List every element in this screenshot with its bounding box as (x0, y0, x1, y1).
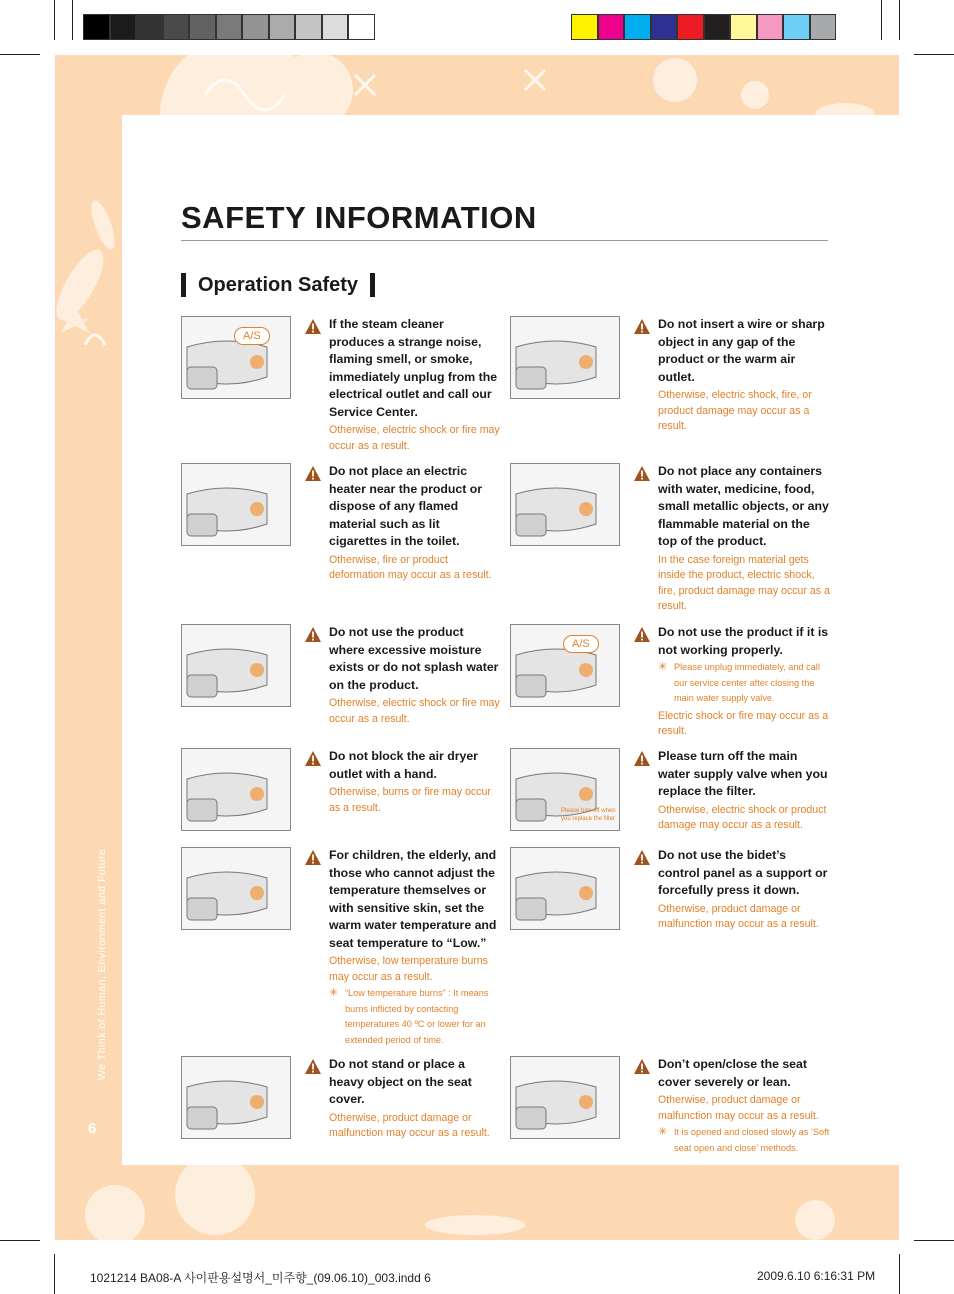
asterisk-icon: ✳ (329, 987, 339, 999)
color-swatch (348, 14, 375, 40)
footer-date: 2009.6.10 6:16:31 PM (757, 1269, 876, 1283)
item-heading: Please turn off the main water supply valve when you replace the filter. (658, 749, 828, 798)
illustration (181, 748, 291, 831)
item-heading: For children, the elderly, and those who cannot adjust the temperature themselves or with sensitive skin, set the warm water temperature and seat temperature to “Low.” (329, 848, 497, 950)
illustration (181, 316, 291, 399)
item-consequence: Otherwise, product damage or malfunction may occur as a result. (329, 1111, 490, 1139)
color-swatch (704, 14, 731, 40)
color-swatch (242, 14, 269, 40)
item-consequence: Otherwise, low temperature burns may occur as a result. (329, 955, 488, 983)
crop-mark (0, 54, 40, 55)
section-heading (181, 272, 375, 298)
color-swatch (216, 14, 243, 40)
item-consequence: Otherwise, product damage or malfunction may occur as a result. (658, 1094, 819, 1122)
color-swatch (810, 14, 837, 40)
crop-mark (914, 54, 954, 55)
asterisk-icon: ✳ (658, 1126, 668, 1138)
color-swatch (730, 14, 757, 40)
item-note (658, 1125, 830, 1156)
color-swatch (163, 14, 190, 40)
color-swatch (83, 14, 110, 40)
color-swatch (110, 14, 137, 40)
warning-triangle-icon (304, 750, 322, 767)
item-consequence: In the case foreign material gets inside the product, electric shock, fire, product damage may occur as a result. (658, 553, 830, 612)
item-heading: Do not place any containers with water, medicine, food, small metallic objects, or any flammable material on the top of the product. (658, 464, 829, 548)
process-color-bar (571, 14, 836, 40)
warning-triangle-icon (633, 626, 651, 643)
item-heading: Do not use the product where excessive moisture exists or do not splash water on the product. (329, 625, 499, 692)
item-text (658, 1056, 830, 1156)
item-text (658, 463, 830, 615)
item-note (658, 660, 830, 707)
warning-triangle-icon (304, 1058, 322, 1075)
item-consequence: Otherwise, product damage or malfunction may occur as a result. (658, 902, 819, 930)
section-title: Operation Safety (198, 273, 359, 296)
title-divider (181, 240, 828, 241)
item-consequence: Otherwise, electric shock, fire, or product damage may occur as a result. (658, 389, 812, 432)
note-text: “Low temperature burns” : It means burns inflicted by contacting temperatures 40 ºC or lower for an extended period of time. (345, 988, 489, 1045)
item-heading: Do not use the bidet’s control panel as a support or forcefully press it down. (658, 848, 828, 897)
warning-triangle-icon (633, 465, 651, 482)
item-heading: Do not insert a wire or sharp object in any gap of the product or the warm air outlet. (658, 317, 825, 384)
item-consequence: Otherwise, electric shock or product damage may occur as a result. (658, 803, 827, 831)
illustration (510, 847, 620, 930)
warning-triangle-icon (633, 1058, 651, 1075)
crop-mark (914, 1240, 954, 1241)
crop-mark (899, 0, 900, 40)
illustration (510, 748, 620, 831)
side-slogan: We Think of Human, Environment and Future (96, 848, 108, 1080)
warning-triangle-icon (304, 626, 322, 643)
illustration (510, 463, 620, 546)
item-text (658, 748, 830, 834)
item-text (329, 748, 501, 816)
color-swatch (322, 14, 349, 40)
item-consequence: Electric shock or fire may occur as a result. (658, 709, 829, 737)
note-text: Please unplug immediately, and call our service center after closing the main water supply valve. (674, 662, 820, 703)
item-heading: Do not place an electric heater near the product or dispose of any flamed material such as lit cigarettes in the toilet. (329, 464, 483, 548)
item-text (329, 624, 501, 727)
item-heading: If the steam cleaner produces a strange noise, flaming smell, or smoke, immediately unplug from the electrical outlet and call our Service Center. (329, 317, 498, 419)
asterisk-icon: ✳ (658, 661, 668, 673)
crop-mark (899, 1254, 900, 1294)
color-swatch (295, 14, 322, 40)
color-swatch (598, 14, 625, 40)
warning-triangle-icon (304, 849, 322, 866)
crop-mark (54, 1254, 55, 1294)
color-swatch (783, 14, 810, 40)
item-consequence: Otherwise, electric shock or fire may occur as a result. (329, 697, 500, 725)
color-swatch (624, 14, 651, 40)
color-swatch (189, 14, 216, 40)
note-text: It is opened and closed slowly as ‘Soft seat open and close’ methods. (674, 1127, 830, 1153)
color-swatch (757, 14, 784, 40)
page-title: SAFETY INFORMATION (181, 200, 537, 235)
item-text (658, 624, 830, 740)
crop-mark (0, 1240, 40, 1241)
warning-triangle-icon (633, 849, 651, 866)
warning-triangle-icon (304, 465, 322, 482)
illustration (510, 624, 620, 707)
crop-mark (881, 0, 882, 40)
section-bar-right (370, 273, 375, 297)
crop-mark (54, 0, 55, 40)
item-consequence: Otherwise, electric shock or fire may occur as a result. (329, 424, 500, 452)
crop-mark (72, 0, 73, 40)
illustration (181, 624, 291, 707)
illustration (181, 1056, 291, 1139)
item-text (329, 1056, 501, 1142)
item-heading: Do not block the air dryer outlet with a hand. (329, 749, 478, 781)
warning-triangle-icon (633, 750, 651, 767)
illustration-label: A/S (234, 327, 270, 345)
illustration-label: Please turn off when you replace the filter (561, 808, 616, 822)
item-heading: Do not use the product if it is not working properly. (658, 625, 829, 657)
color-swatch (651, 14, 678, 40)
item-consequence: Otherwise, fire or product deformation may occur as a result. (329, 553, 492, 581)
illustration (181, 847, 291, 930)
item-heading: Don’t open/close the seat cover severely or lean. (658, 1057, 807, 1089)
page-number: 6 (88, 1120, 97, 1137)
item-text (329, 463, 501, 584)
color-swatch (677, 14, 704, 40)
item-heading: Do not stand or place a heavy object on the seat cover. (329, 1057, 472, 1106)
illustration-label: A/S (563, 635, 599, 653)
grayscale-color-bar (83, 14, 375, 40)
section-bar-left (181, 273, 186, 297)
footer-file-info: 1021214 BA08-A 사이판용설명서_미주향_(09.06.10)_003.indd 6 (90, 1271, 431, 1285)
item-consequence: Otherwise, burns or fire may occur as a result. (329, 786, 491, 814)
color-swatch (136, 14, 163, 40)
illustration (181, 463, 291, 546)
illustration (510, 316, 620, 399)
color-swatch (571, 14, 598, 40)
item-text (329, 847, 501, 1048)
illustration (510, 1056, 620, 1139)
item-text (658, 316, 830, 435)
item-text (658, 847, 830, 933)
item-text (329, 316, 501, 454)
color-swatch (269, 14, 296, 40)
item-note (329, 986, 501, 1048)
warning-triangle-icon (633, 318, 651, 335)
warning-triangle-icon (304, 318, 322, 335)
